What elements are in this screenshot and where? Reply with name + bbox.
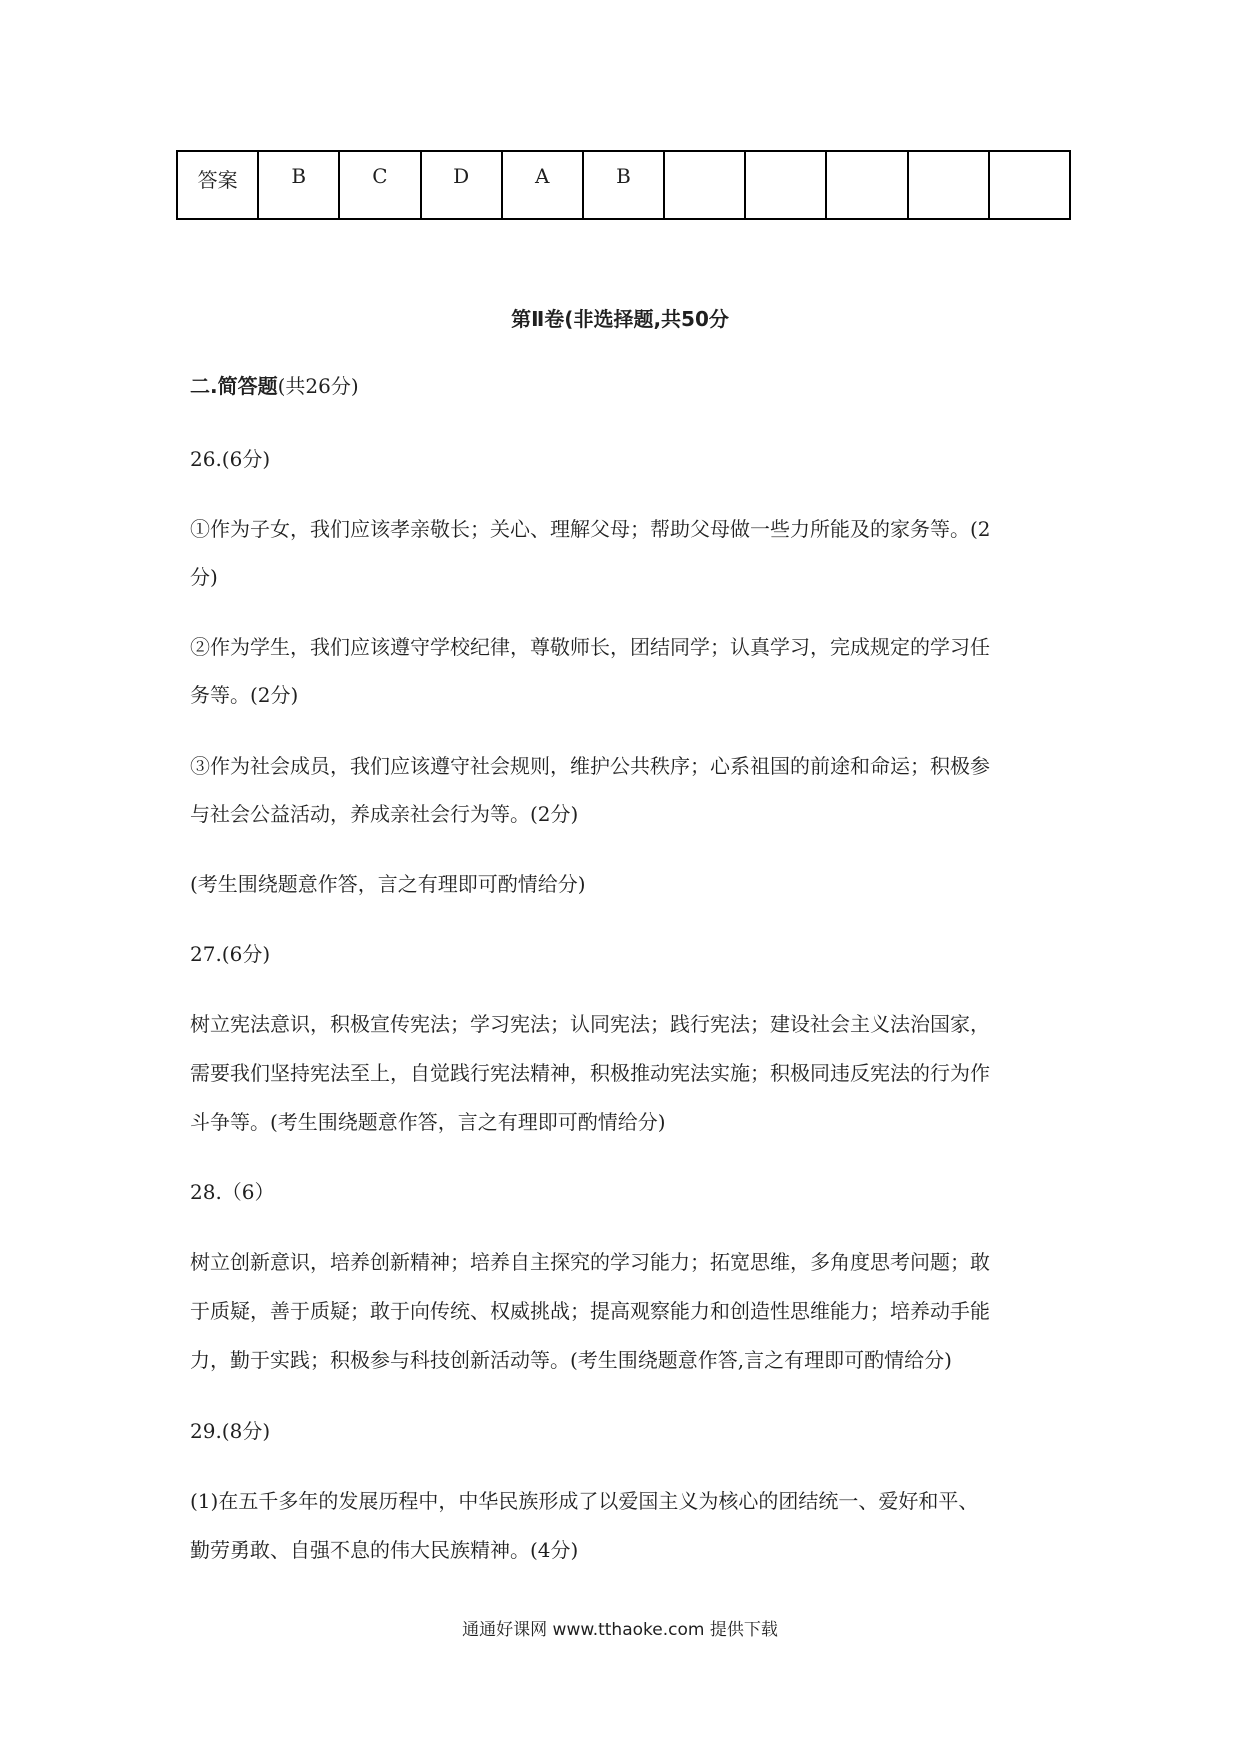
- answer-cell: [989, 151, 1070, 219]
- answer-cell: [745, 151, 826, 219]
- answer-line: 树立创新意识，培养创新精神；培养自主探究的学习能力；拓宽思维，多角度思考问题；敢: [190, 1250, 990, 1274]
- grading-note: (考生围绕题意作答，言之有理即可酌情给分): [190, 872, 586, 896]
- question-26-heading: 26.(6分): [190, 447, 271, 471]
- part-two-heading: [190, 372, 359, 400]
- answer-table: [176, 150, 1071, 220]
- answer-line: 分): [190, 565, 218, 589]
- question-29-heading: 29.(8分): [190, 1419, 271, 1443]
- answer-line: (1)在五千多年的发展历程中，中华民族形成了以爱国主义为核心的团结统一、爱好和平、: [190, 1489, 979, 1513]
- answer-line: 树立宪法意识，积极宣传宪法；学习宪法；认同宪法；践行宪法；建设社会主义法治国家，: [190, 1012, 990, 1036]
- answer-line: 与社会公益活动，养成亲社会行为等。(2分): [190, 802, 579, 826]
- question-27-heading: 27.(6分): [190, 942, 271, 966]
- answer-line: 需要我们坚持宪法至上，自觉践行宪法精神，积极推动宪法实施；积极同违反宪法的行为作: [190, 1061, 990, 1085]
- answer-line: 力，勤于实践；积极参与科技创新活动等。(考生围绕题意作答,言之有理即可酌情给分): [190, 1348, 952, 1372]
- part-two-title: 二.简答题: [190, 374, 278, 398]
- answer-line: ②作为学生，我们应该遵守学校纪律，尊敬师长，团结同学；认真学习，完成规定的学习任: [190, 635, 990, 659]
- answer-row: [177, 151, 1070, 219]
- section-title: 第Ⅱ卷(非选择题,共50分: [511, 307, 729, 331]
- answer-line: 勤劳勇敢、自强不息的伟大民族精神。(4分): [190, 1538, 579, 1562]
- answer-line: ①作为子女，我们应该孝亲敬长；关心、理解父母；帮助父母做一些力所能及的家务等。(2: [190, 517, 991, 541]
- answer-cell: B: [258, 151, 339, 219]
- answer-line: 斗争等。(考生围绕题意作答，言之有理即可酌情给分): [190, 1110, 666, 1134]
- part-two-score: (共26分): [277, 374, 359, 398]
- answer-cell: B: [583, 151, 664, 219]
- answer-line: ③作为社会成员，我们应该遵守社会规则，维护公共秩序；心系祖国的前途和命运；积极参: [190, 754, 990, 778]
- answer-line: 务等。(2分): [190, 683, 299, 707]
- question-28-heading: 28.（6）: [190, 1180, 275, 1204]
- answer-header-cell: 答案: [177, 151, 258, 219]
- footer-watermark: 通通好课网 www.tthaoke.com 提供下载: [462, 1620, 778, 1640]
- answer-cell: C: [339, 151, 420, 219]
- answer-cell: [908, 151, 989, 219]
- answer-cell: [664, 151, 745, 219]
- answer-cell: D: [421, 151, 502, 219]
- answer-line: 于质疑，善于质疑；敢于向传统、权威挑战；提高观察能力和创造性思维能力；培养动手能: [190, 1299, 990, 1323]
- answer-cell: [826, 151, 907, 219]
- answer-cell: A: [502, 151, 583, 219]
